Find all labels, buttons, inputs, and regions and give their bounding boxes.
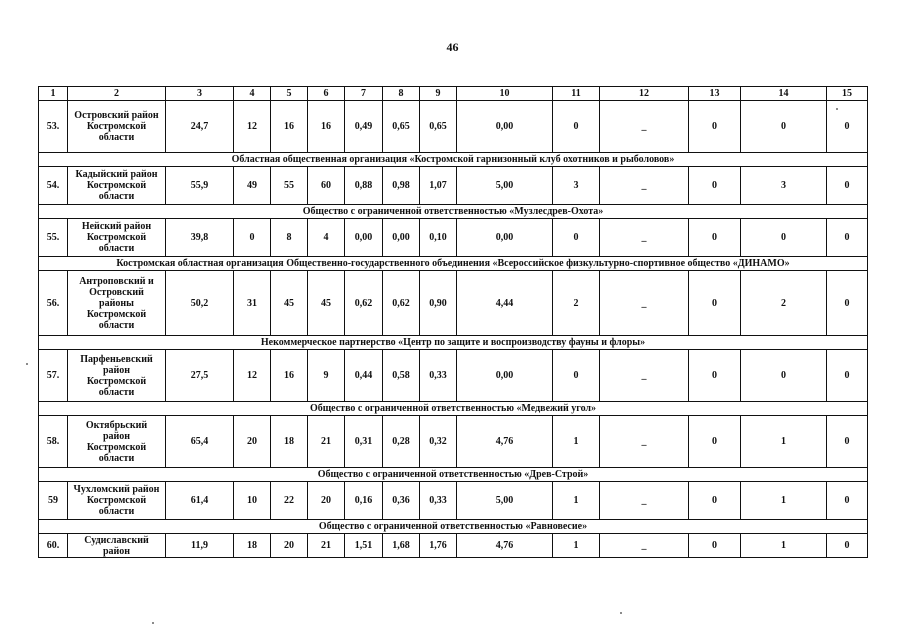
value-cell-col-15: 0 [827, 350, 868, 402]
region-name-cell [68, 219, 166, 257]
value-cell-col-4: 49 [234, 167, 271, 205]
table-body [39, 87, 868, 558]
value-cell-col-5: 55 [271, 167, 308, 205]
value-cell-col-15: 0 [827, 482, 868, 520]
value-cell-col-6: 21 [308, 416, 345, 468]
value-cell-col-11: 1 [553, 534, 600, 558]
value-cell-col-15: 0 [827, 416, 868, 468]
hunting-grounds-table [38, 86, 868, 558]
value-cell-col-9: 0,32 [420, 416, 457, 468]
region-name-cell [68, 534, 166, 558]
region-name-line: Чухломский район [73, 484, 160, 495]
region-name-cell [68, 271, 166, 336]
value-cell-col-14: 0 [741, 350, 827, 402]
value-cell-col-12: _ [600, 482, 689, 520]
region-name-line: район [102, 545, 131, 557]
value-cell-col-15: 0 [827, 271, 868, 336]
value-cell-col-7: 0,00 [345, 219, 383, 257]
value-cell-col-6: 16 [308, 101, 345, 153]
column-number-header: 5 [271, 87, 308, 101]
organization-name-cell [39, 257, 868, 271]
table-row [39, 482, 868, 520]
scan-speck [152, 622, 154, 624]
organization-row [39, 520, 868, 534]
value-cell-col-15: 0 [827, 167, 868, 205]
region-name-line: район [102, 364, 131, 376]
value-cell-col-15: 0 [827, 101, 868, 153]
region-name-line: области [98, 132, 135, 143]
value-cell-col-6: 60 [308, 167, 345, 205]
column-number-header: 10 [457, 87, 553, 101]
value-cell-col-12: _ [600, 167, 689, 205]
region-name-line: Антроповский и [79, 275, 154, 287]
column-number-header: 4 [234, 87, 271, 101]
organization-name: Некоммерческое партнерство «Центр по защите и воспроизводству фауны и флоры» [260, 337, 646, 348]
value-cell-col-14: 1 [741, 482, 827, 520]
value-cell-col-8: 0,36 [383, 482, 420, 520]
row-number: 57. [39, 350, 68, 402]
region-name-line: области [98, 452, 135, 464]
value-cell-col-8: 0,98 [383, 167, 420, 205]
organization-row [39, 468, 868, 482]
value-cell-col-11: 0 [553, 219, 600, 257]
column-number-header: 2 [68, 87, 166, 101]
value-cell-col-5: 16 [271, 101, 308, 153]
value-cell-col-3: 24,7 [166, 101, 234, 153]
table-row [39, 101, 868, 153]
organization-row [39, 257, 868, 271]
value-cell-col-11: 0 [553, 350, 600, 402]
organization-name: Общество с ограниченной ответственностью «Древ-Строй» [317, 469, 589, 480]
value-cell-col-3: 61,4 [166, 482, 234, 520]
value-cell-col-3: 39,8 [166, 219, 234, 257]
value-cell-col-9: 1,76 [420, 534, 457, 558]
region-name-line: Кадыйский район [75, 169, 158, 180]
value-cell-col-5: 22 [271, 482, 308, 520]
row-number: 55. [39, 219, 68, 257]
table-row [39, 271, 868, 336]
header-row [39, 87, 868, 101]
organization-row [39, 402, 868, 416]
value-cell-col-10: 5,00 [457, 482, 553, 520]
table-row [39, 167, 868, 205]
region-name-line: области [98, 386, 135, 398]
region-name-line: Парфеньевский [80, 353, 153, 365]
value-cell-col-7: 1,51 [345, 534, 383, 558]
value-cell-col-6: 4 [308, 219, 345, 257]
region-name-line: Островский район [74, 110, 159, 121]
value-cell-col-7: 0,31 [345, 416, 383, 468]
value-cell-col-7: 0,62 [345, 271, 383, 336]
region-name-line: Островский [89, 286, 144, 298]
region-name-cell [68, 350, 166, 402]
value-cell-col-4: 31 [234, 271, 271, 336]
value-cell-col-9: 0,33 [420, 350, 457, 402]
value-cell-col-7: 0,44 [345, 350, 383, 402]
value-cell-col-12: _ [600, 101, 689, 153]
value-cell-col-3: 50,2 [166, 271, 234, 336]
value-cell-col-11: 1 [553, 482, 600, 520]
value-cell-col-9: 0,65 [420, 101, 457, 153]
value-cell-col-13: 0 [689, 271, 741, 336]
value-cell-col-11: 2 [553, 271, 600, 336]
region-name-line: Костромской [86, 308, 147, 320]
value-cell-col-14: 1 [741, 416, 827, 468]
organization-name-cell [39, 205, 868, 219]
value-cell-col-12: _ [600, 350, 689, 402]
value-cell-col-5: 8 [271, 219, 308, 257]
value-cell-col-14: 0 [741, 219, 827, 257]
value-cell-col-3: 27,5 [166, 350, 234, 402]
column-number-header: 15 [827, 87, 868, 101]
value-cell-col-4: 10 [234, 482, 271, 520]
region-name-line: Костромской [86, 180, 147, 191]
column-number-header: 6 [308, 87, 345, 101]
region-name-cell [68, 416, 166, 468]
value-cell-col-14: 1 [741, 534, 827, 558]
value-cell-col-10: 0,00 [457, 219, 553, 257]
region-name-line: Костромской [86, 375, 147, 387]
value-cell-col-5: 20 [271, 534, 308, 558]
column-number-header: 12 [600, 87, 689, 101]
column-number-header: 3 [166, 87, 234, 101]
region-name-line: Нейский район [81, 221, 152, 232]
row-number: 54. [39, 167, 68, 205]
value-cell-col-3: 11,9 [166, 534, 234, 558]
organization-name-cell [39, 520, 868, 534]
region-name-line: Костромской [86, 232, 147, 243]
value-cell-col-13: 0 [689, 219, 741, 257]
table-row [39, 534, 868, 558]
value-cell-col-10: 4,44 [457, 271, 553, 336]
value-cell-col-4: 18 [234, 534, 271, 558]
scan-speck [836, 108, 838, 110]
region-name-cell [68, 482, 166, 520]
row-number: 59 [39, 482, 68, 520]
value-cell-col-8: 0,58 [383, 350, 420, 402]
column-number-header: 11 [553, 87, 600, 101]
organization-name-cell [39, 468, 868, 482]
value-cell-col-13: 0 [689, 350, 741, 402]
value-cell-col-10: 0,00 [457, 350, 553, 402]
value-cell-col-6: 9 [308, 350, 345, 402]
region-name-line: Судиславский [84, 534, 149, 546]
organization-name-cell [39, 336, 868, 350]
organization-name: Общество с ограниченной ответственностью «Музлесдрев-Охота» [302, 206, 604, 217]
column-number-header: 8 [383, 87, 420, 101]
value-cell-col-13: 0 [689, 167, 741, 205]
value-cell-col-15: 0 [827, 219, 868, 257]
value-cell-col-11: 1 [553, 416, 600, 468]
value-cell-col-12: _ [600, 219, 689, 257]
row-number: 60. [39, 534, 68, 558]
value-cell-col-6: 20 [308, 482, 345, 520]
organization-name-cell [39, 153, 868, 167]
value-cell-col-12: _ [600, 416, 689, 468]
value-cell-col-12: _ [600, 534, 689, 558]
organization-row [39, 205, 868, 219]
value-cell-col-11: 3 [553, 167, 600, 205]
column-number-header: 7 [345, 87, 383, 101]
value-cell-col-8: 0,62 [383, 271, 420, 336]
organization-name-cell [39, 402, 868, 416]
column-number-header: 9 [420, 87, 457, 101]
value-cell-col-9: 0,90 [420, 271, 457, 336]
column-number-header: 1 [39, 87, 68, 101]
value-cell-col-7: 0,16 [345, 482, 383, 520]
table-row [39, 350, 868, 402]
value-cell-col-6: 45 [308, 271, 345, 336]
table-row [39, 416, 868, 468]
value-cell-col-13: 0 [689, 482, 741, 520]
value-cell-col-9: 0,33 [420, 482, 457, 520]
row-number: 56. [39, 271, 68, 336]
organization-row [39, 336, 868, 350]
column-number-header: 13 [689, 87, 741, 101]
value-cell-col-5: 45 [271, 271, 308, 336]
organization-name: Общество с ограниченной ответственностью «Равновесие» [318, 521, 588, 532]
region-name-cell [68, 167, 166, 205]
value-cell-col-14: 0 [741, 101, 827, 153]
value-cell-col-10: 0,00 [457, 101, 553, 153]
value-cell-col-9: 1,07 [420, 167, 457, 205]
value-cell-col-13: 0 [689, 416, 741, 468]
value-cell-col-11: 0 [553, 101, 600, 153]
scan-speck [26, 363, 28, 365]
region-name-line: Костромской [86, 441, 147, 453]
value-cell-col-5: 18 [271, 416, 308, 468]
region-name-line: области [98, 191, 135, 202]
value-cell-col-7: 0,88 [345, 167, 383, 205]
page-number: 46 [446, 40, 459, 54]
organization-name: Костромская областная организация Общественно-государственного объединения «Всероссийское физкультурно-спортивное общество «ДИНАМО» [116, 258, 790, 269]
region-name-line: Октябрьский [85, 419, 148, 431]
row-number: 53. [39, 101, 68, 153]
region-name-line: Костромской [86, 121, 147, 132]
region-name-cell [68, 101, 166, 153]
organization-row [39, 153, 868, 167]
region-name-line: районы [99, 297, 134, 309]
value-cell-col-7: 0,49 [345, 101, 383, 153]
value-cell-col-6: 21 [308, 534, 345, 558]
value-cell-col-10: 4,76 [457, 416, 553, 468]
value-cell-col-8: 0,28 [383, 416, 420, 468]
value-cell-col-13: 0 [689, 534, 741, 558]
organization-name: Областная общественная организация «Костромской гарнизонный клуб охотников и рыболовов» [231, 154, 675, 165]
value-cell-col-3: 55,9 [166, 167, 234, 205]
row-number: 58. [39, 416, 68, 468]
value-cell-col-15: 0 [827, 534, 868, 558]
value-cell-col-4: 20 [234, 416, 271, 468]
value-cell-col-14: 3 [741, 167, 827, 205]
value-cell-col-4: 0 [234, 219, 271, 257]
value-cell-col-10: 5,00 [457, 167, 553, 205]
value-cell-col-8: 0,65 [383, 101, 420, 153]
organization-name: Общество с ограниченной ответственностью «Медвежий угол» [309, 403, 597, 414]
region-name-line: области [98, 506, 135, 517]
value-cell-col-12: _ [600, 271, 689, 336]
value-cell-col-14: 2 [741, 271, 827, 336]
value-cell-col-13: 0 [689, 101, 741, 153]
value-cell-col-8: 1,68 [383, 534, 420, 558]
value-cell-col-10: 4,76 [457, 534, 553, 558]
value-cell-col-4: 12 [234, 101, 271, 153]
column-number-header: 14 [741, 87, 827, 101]
value-cell-col-3: 65,4 [166, 416, 234, 468]
region-name-line: район [102, 430, 131, 442]
region-name-line: области [98, 319, 135, 331]
value-cell-col-8: 0,00 [383, 219, 420, 257]
region-name-line: Костромской [86, 495, 147, 506]
value-cell-col-4: 12 [234, 350, 271, 402]
value-cell-col-9: 0,10 [420, 219, 457, 257]
table-row [39, 219, 868, 257]
value-cell-col-5: 16 [271, 350, 308, 402]
scan-speck [620, 612, 622, 614]
region-name-line: области [98, 243, 135, 254]
